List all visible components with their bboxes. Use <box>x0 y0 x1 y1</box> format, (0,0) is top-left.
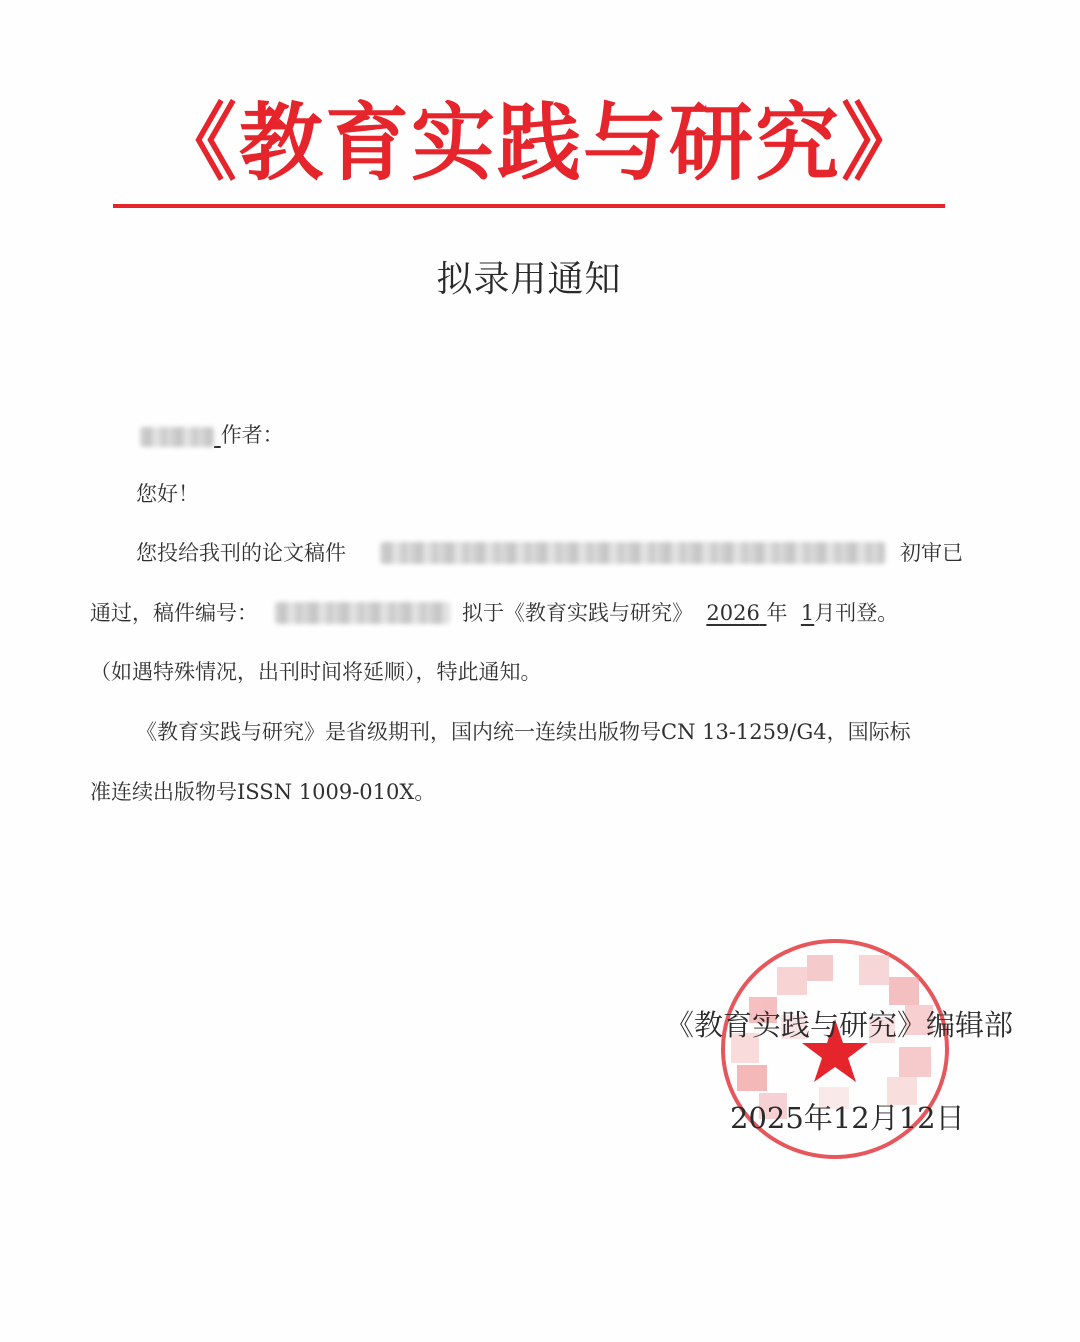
notice-title: 拟录用通知 <box>436 259 622 300</box>
month-tail: 月刊登。 <box>814 601 899 625</box>
greeting: 您好！ <box>136 482 199 506</box>
publication-schedule <box>462 598 898 628</box>
masthead-divider <box>113 204 945 208</box>
editorial-department: 《教育实践与研究》编辑部 <box>665 1008 1014 1042</box>
journal-info-line-2: 准连续出版物号ISSN 1009-010X。 <box>90 780 436 804</box>
publication-year: 2026 <box>706 601 760 625</box>
redacted-author-name <box>140 427 214 447</box>
paragraph-1-start: 您投给我刊的论文稿件 <box>136 541 346 565</box>
journal-info-line-1: 《教育实践与研究》是省级期刊，国内统一连续出版物号CN 13-1259/G4，国际标 <box>136 720 911 744</box>
paragraph-1-end: 初审已 <box>900 541 963 565</box>
author-line <box>140 420 284 450</box>
author-underline-gap <box>214 423 221 447</box>
year-word: 年 <box>766 601 788 625</box>
author-suffix: 作者： <box>220 423 284 447</box>
redacted-manuscript-number <box>275 602 450 624</box>
signature-date: 2025年12月12日 <box>730 1101 965 1135</box>
manuscript-number-label: 通过，稿件编号： <box>90 601 258 625</box>
journal-masthead: 《教育实践与研究》 <box>152 94 927 192</box>
paragraph-3: （如遇特殊情况，出刊时间将延顺），特此通知。 <box>90 660 542 684</box>
redacted-paper-title <box>380 542 885 564</box>
schedule-prefix: 拟于《教育实践与研究》 <box>462 601 693 625</box>
publication-month: 1 <box>800 601 815 625</box>
